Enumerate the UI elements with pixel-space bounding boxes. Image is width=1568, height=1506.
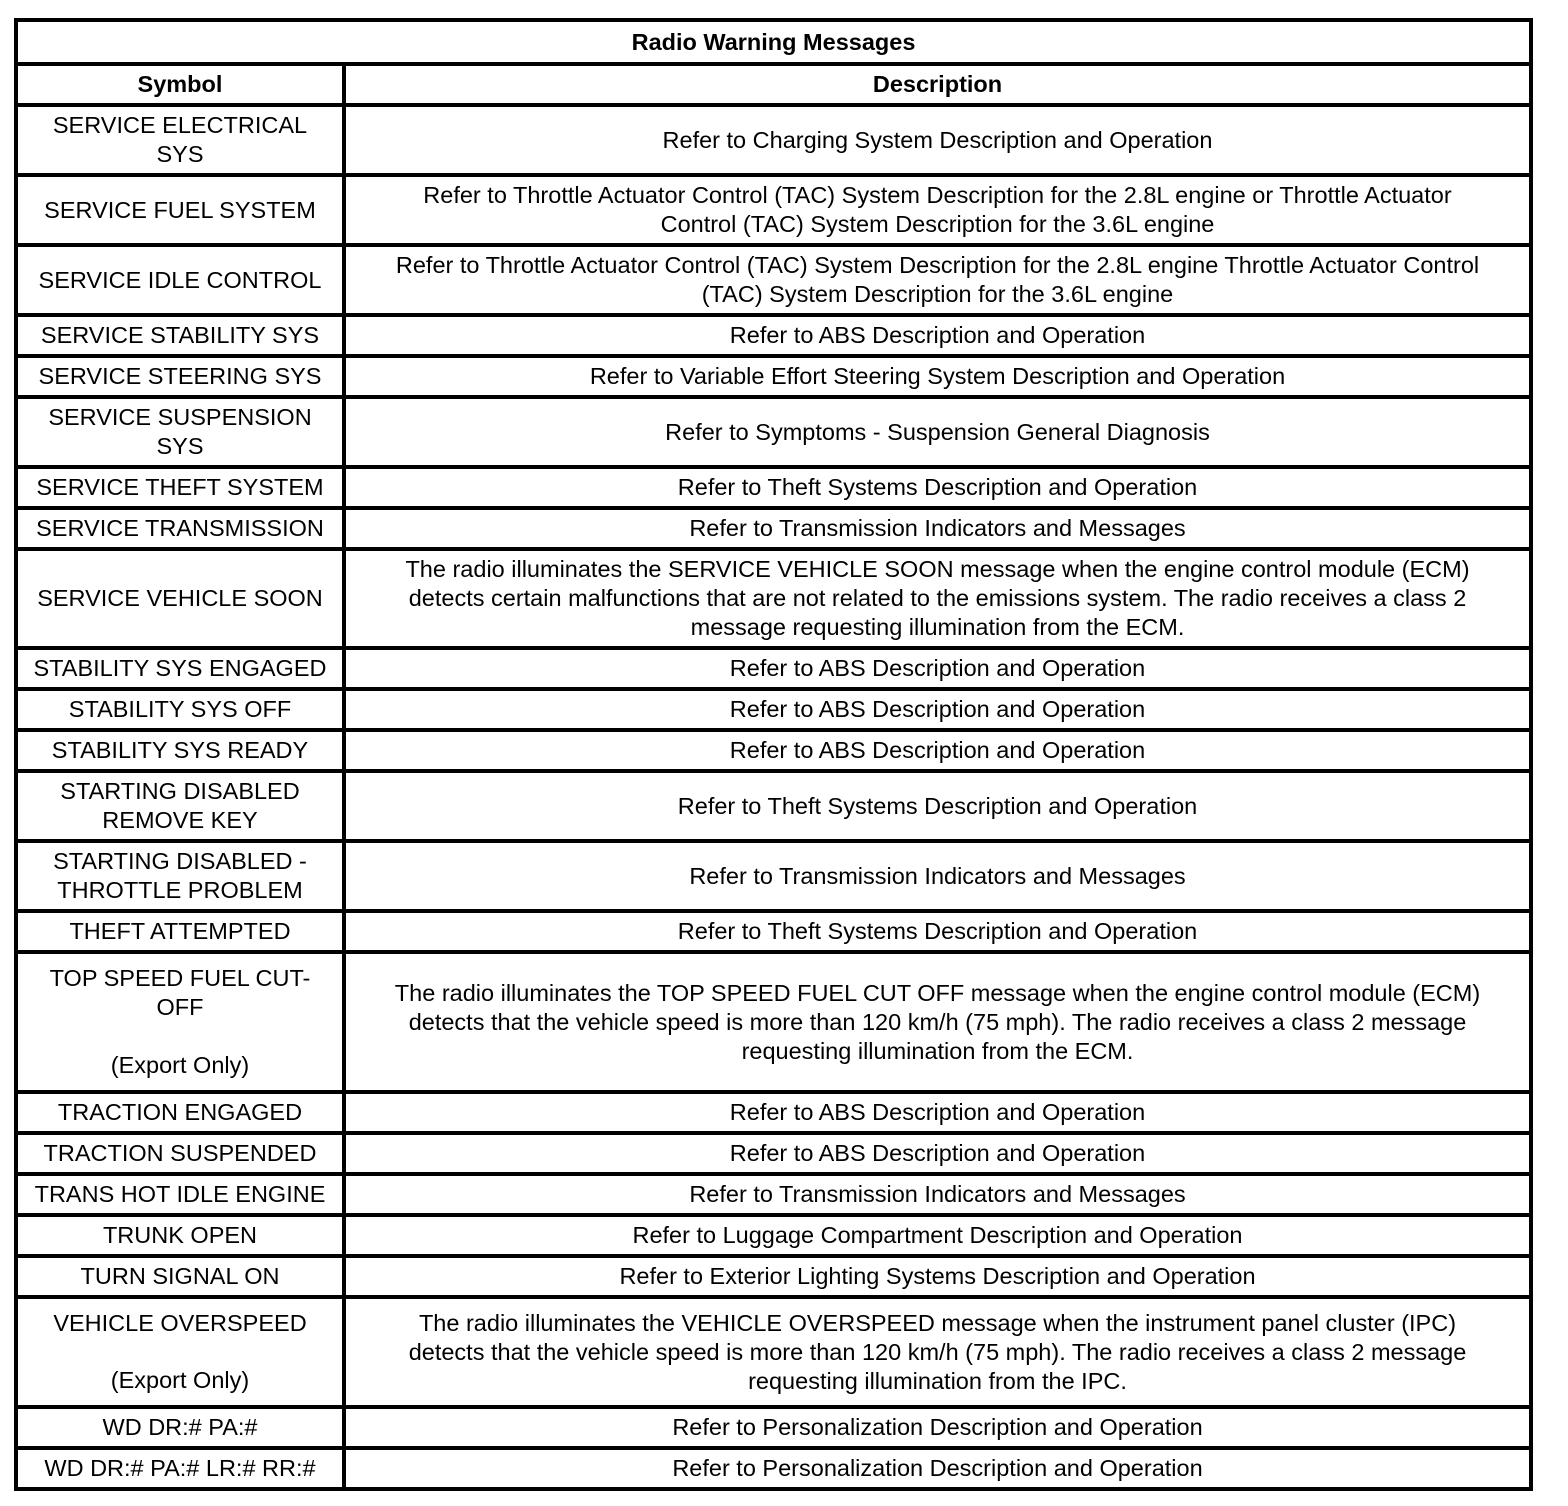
description-cell: Refer to ABS Description and Operation (344, 689, 1531, 730)
table-row (16, 1448, 1531, 1489)
description-cell: Refer to Transmission Indicators and Messages (344, 508, 1531, 549)
description-cell: The radio illuminates the SERVICE VEHICLE SOON message when the engine control module (ECM) detects certain malfunctions that are not related to the emissions system. The radio receives a class 2 message requesting illumination from the ECM. (344, 549, 1531, 648)
table-row (16, 730, 1531, 771)
symbol-cell: STARTING DISABLED REMOVE KEY (16, 771, 344, 841)
symbol-cell: TRUNK OPEN (16, 1215, 344, 1256)
description-cell: Refer to Transmission Indicators and Messages (344, 841, 1531, 911)
symbol-text: TOP SPEED FUEL CUT- OFF (49, 965, 311, 1020)
symbol-cell: SERVICE THEFT SYSTEM (16, 467, 344, 508)
symbol-cell: STABILITY SYS OFF (16, 689, 344, 730)
symbol-cell: SERVICE TRANSMISSION (16, 508, 344, 549)
symbol-cell: SERVICE SUSPENSION SYS (16, 397, 344, 467)
description-cell: Refer to Luggage Compartment Description and Operation (344, 1215, 1531, 1256)
header-description: Description (344, 64, 1531, 105)
symbol-cell (16, 952, 344, 1092)
description-cell: Refer to Personalization Description and Operation (344, 1407, 1531, 1448)
symbol-cell: SERVICE FUEL SYSTEM (16, 175, 344, 245)
description-cell: The radio illuminates the TOP SPEED FUEL CUT OFF message when the engine control module (ECM) detects that the vehicle speed is more than 120 km/h (75 mph). The radio receives a class 2 message requesting illumination from the ECM. (344, 952, 1531, 1092)
symbol-cell: SERVICE STEERING SYS (16, 356, 344, 397)
description-cell: Refer to Symptoms - Suspension General Diagnosis (344, 397, 1531, 467)
symbol-cell: SERVICE IDLE CONTROL (16, 245, 344, 315)
description-cell: Refer to Theft Systems Description and Operation (344, 467, 1531, 508)
symbol-cell: SERVICE ELECTRICAL SYS (16, 105, 344, 175)
description-cell: Refer to Transmission Indicators and Messages (344, 1174, 1531, 1215)
table-row (16, 1215, 1531, 1256)
description-cell: Refer to Variable Effort Steering System Description and Operation (344, 356, 1531, 397)
table-row (16, 952, 1531, 1092)
description-cell: Refer to ABS Description and Operation (344, 1092, 1531, 1133)
symbol-cell (16, 1297, 344, 1407)
description-cell: Refer to Charging System Description and Operation (344, 105, 1531, 175)
table-row (16, 467, 1531, 508)
table-row (16, 397, 1531, 467)
symbol-text: VEHICLE OVERSPEED (53, 1310, 307, 1336)
table-row (16, 1256, 1531, 1297)
table-title: Radio Warning Messages (16, 20, 1531, 64)
description-cell: Refer to ABS Description and Operation (344, 648, 1531, 689)
description-cell: Refer to Theft Systems Description and Operation (344, 911, 1531, 952)
table-row (16, 356, 1531, 397)
description-cell: Refer to ABS Description and Operation (344, 730, 1531, 771)
table-row (16, 549, 1531, 648)
table-row (16, 508, 1531, 549)
symbol-cell: TRACTION SUSPENDED (16, 1133, 344, 1174)
table-row (16, 1407, 1531, 1448)
symbol-cell: THEFT ATTEMPTED (16, 911, 344, 952)
table-row (16, 648, 1531, 689)
description-cell: Refer to Throttle Actuator Control (TAC) System Description for the 2.8L engine Throttle Actuator Control (TAC) System Description for the 3.6L engine (344, 245, 1531, 315)
table-row (16, 911, 1531, 952)
table-row (16, 771, 1531, 841)
symbol-cell: TURN SIGNAL ON (16, 1256, 344, 1297)
description-cell: Refer to Exterior Lighting Systems Description and Operation (344, 1256, 1531, 1297)
description-cell: Refer to Theft Systems Description and Operation (344, 771, 1531, 841)
description-cell: Refer to Personalization Description and Operation (344, 1448, 1531, 1489)
symbol-note: (Export Only) (110, 1052, 250, 1078)
symbol-cell: WD DR:# PA:# LR:# RR:# (16, 1448, 344, 1489)
description-cell: Refer to Throttle Actuator Control (TAC) System Description for the 2.8L engine or Throttle Actuator Control (TAC) System Description for the 3.6L engine (344, 175, 1531, 245)
radio-warning-messages-table (14, 18, 1533, 1491)
symbol-cell: SERVICE VEHICLE SOON (16, 549, 344, 648)
symbol-cell: SERVICE STABILITY SYS (16, 315, 344, 356)
table-row (16, 841, 1531, 911)
symbol-cell: STARTING DISABLED - THROTTLE PROBLEM (16, 841, 344, 911)
symbol-cell: TRANS HOT IDLE ENGINE (16, 1174, 344, 1215)
table-row (16, 315, 1531, 356)
table-title-row (16, 20, 1531, 64)
description-cell: Refer to ABS Description and Operation (344, 315, 1531, 356)
table-row (16, 1133, 1531, 1174)
table-row (16, 175, 1531, 245)
symbol-cell: STABILITY SYS READY (16, 730, 344, 771)
table-row (16, 689, 1531, 730)
table-row (16, 1092, 1531, 1133)
header-symbol: Symbol (16, 64, 344, 105)
table-row (16, 1174, 1531, 1215)
symbol-note: (Export Only) (110, 1367, 250, 1393)
symbol-cell: STABILITY SYS ENGAGED (16, 648, 344, 689)
symbol-cell: TRACTION ENGAGED (16, 1092, 344, 1133)
table-row (16, 105, 1531, 175)
table-header-row (16, 64, 1531, 105)
table-row (16, 1297, 1531, 1407)
description-cell: Refer to ABS Description and Operation (344, 1133, 1531, 1174)
table-row (16, 245, 1531, 315)
description-cell: The radio illuminates the VEHICLE OVERSPEED message when the instrument panel cluster (IPC) detects that the vehicle speed is more than 120 km/h (75 mph). The radio receives a class 2 message requesting illumination from the IPC. (344, 1297, 1531, 1407)
symbol-cell: WD DR:# PA:# (16, 1407, 344, 1448)
